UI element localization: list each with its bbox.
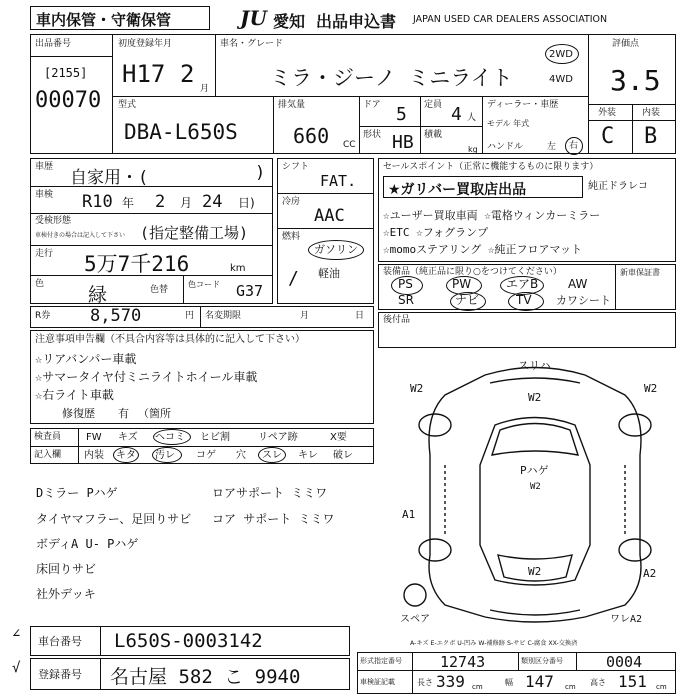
doors-value: 5 [396, 104, 407, 125]
sales-item-3: ☆momoステアリング ☆純正フロアマット [383, 243, 583, 256]
car-name: ミラ・ジーノ ミニライト [270, 66, 513, 90]
width-unit: cm [565, 683, 576, 691]
sales-item-1: ☆ユーザー買取車両 ☆電格ウィンカーミラー [383, 209, 601, 222]
sales-points-label: セールスポイント（正常に機能するものに限ります） [383, 162, 599, 172]
insp-repair: リペア跡 [258, 432, 298, 443]
history-close: ) [255, 163, 266, 183]
handle-left: 左 [547, 142, 557, 152]
dealer-label: ディーラー・車歴 [487, 100, 559, 110]
class-label: 類別区分番号 [521, 657, 563, 665]
mark-w2-front: W2 [528, 391, 542, 404]
inspection-era: R10 [82, 192, 113, 212]
mark-w2-rear: W2 [528, 565, 542, 578]
change-deadline-label: 名変期限 [205, 311, 242, 321]
ju-logo: JU [240, 6, 267, 30]
insp-sure: スレ [262, 450, 282, 461]
length-label: 長さ [417, 678, 433, 687]
handle-label: ハンドル [487, 142, 524, 152]
shift-value: FAT. [320, 172, 357, 190]
insp-x: X要 [330, 432, 347, 443]
fuel-label: 燃料 [282, 232, 301, 242]
insp-ana: 穴 [236, 450, 246, 461]
insp-fw: FW [86, 432, 102, 443]
equip-sr: SR [398, 293, 414, 307]
mark-w2-right: W2 [644, 382, 658, 395]
mark-roof-peel: Pハゲ [520, 464, 549, 477]
approval-label: 形式指定番号 [360, 657, 402, 665]
mark-w2-roof: W2 [530, 482, 541, 492]
inspector-label-1: 検査員 [34, 432, 62, 442]
capacity-label: 定員 [424, 100, 443, 110]
length-value: 339 [436, 672, 465, 691]
equip-navi: ナビ [455, 293, 480, 307]
equip-leather: カワシート [556, 294, 611, 307]
history-value: 自家用・( [70, 168, 149, 188]
chassis-value: L650S-0003142 [114, 630, 263, 652]
recycle-amount: 8,570 [90, 306, 142, 326]
score-label: 評価点 [612, 39, 640, 49]
width-label: 幅 [505, 678, 513, 687]
displacement-unit: CC [343, 140, 356, 150]
ac-label: 冷房 [282, 197, 301, 207]
sales-item-2: ☆ETC ☆フォグランプ [383, 226, 489, 239]
first-reg-month: 2 [180, 60, 195, 88]
notes-line-2: ☆サマータイヤ付ミニライトホイール車載 [35, 370, 258, 384]
model-value: DBA-L650S [124, 120, 238, 144]
equip-navi-circle [450, 292, 486, 311]
recycle-label: R券 [35, 311, 51, 321]
shape-label: 形状 [363, 130, 382, 140]
displacement-label: 排気量 [278, 100, 306, 110]
load-label: 積載 [424, 130, 443, 140]
receive-sub: 車検付きの場合は記入して下さい [35, 232, 126, 239]
exterior-value: C [601, 124, 615, 149]
color-value: 緑 [88, 284, 108, 306]
remark-2: タイヤマフラー、足回りサビ [36, 512, 192, 526]
exterior-label: 外装 [598, 108, 617, 118]
color-code-value: G37 [236, 282, 264, 300]
mileage-unit: km [230, 263, 246, 274]
mark-front-scuff: スリハ [518, 359, 551, 372]
remark-1: Dミラー Pハゲ [36, 486, 118, 500]
model-year-label: モデル 年式 [487, 119, 530, 128]
capacity-unit: 人 [467, 113, 477, 123]
insp-kizu: キズ [118, 432, 138, 443]
repair-value: 有 [118, 407, 129, 420]
insp-koge: コゲ [196, 450, 216, 461]
damage-legend: A-キズ E-エクボ U-凹み W-補修跡 S-サビ C-腐食 XX-交換済 [410, 640, 578, 647]
new-car-warranty-label: 新車保証書 [620, 268, 660, 277]
inspection-day: 24 [202, 192, 223, 212]
remark-4: 床回りサビ [36, 562, 97, 576]
inspection-year-unit: 年 [122, 196, 135, 210]
sales-handwritten-top: 純正ドラレコ [588, 181, 648, 192]
receive-value: (指定整備工場) [140, 224, 249, 242]
inspection-month-unit: 月 [180, 196, 193, 210]
insp-interior: 内装 [84, 450, 104, 461]
insp-hekomi: ヘコミ [155, 432, 185, 443]
insp-kitanai-circle [113, 447, 139, 463]
mark-a2: A2 [643, 567, 657, 580]
title-region: 愛知 [273, 12, 306, 31]
equip-pw: PW [452, 277, 472, 291]
notes-line-3: ☆右ライト車載 [35, 388, 114, 402]
remark-3: ボディA U- Pハゲ [36, 537, 139, 551]
displacement-value: 660 [293, 124, 330, 148]
registration-label: 登録番号 [38, 668, 82, 681]
inspection-label: 車検 [35, 190, 54, 200]
insp-yabure: 破レ [333, 450, 353, 461]
change-month-unit: 月 [300, 311, 310, 321]
insp-hekomi-circle [153, 429, 191, 445]
insp-hibiware: ヒビ割 [200, 432, 230, 443]
insp-sure-circle [258, 447, 286, 463]
notes-label: 注意事項申告欄（不具合内容等は具体的に記入して下さい） [35, 334, 305, 345]
mark-w2-left: W2 [410, 382, 424, 395]
cert-label: 車検証記載 [360, 678, 395, 686]
change-day-unit: 日 [355, 311, 365, 321]
chassis-label: 車台番号 [38, 635, 82, 648]
ac-value: AAC [314, 206, 345, 226]
doors-label: ドア [363, 100, 381, 110]
storage-label: 車内保管・守衛保管 [36, 11, 172, 29]
name-grade-label: 車名・グレード [220, 39, 284, 49]
equip-airbag: エアB [506, 277, 539, 291]
after-install-label: 後付品 [383, 315, 411, 325]
recycle-unit: 円 [185, 311, 195, 321]
score-value: 3.5 [610, 64, 661, 97]
class-value: 0004 [606, 653, 643, 671]
check-mark-1: ∠ [12, 626, 21, 642]
color-swap-label: 色替 [150, 285, 169, 295]
equipment-label: 装備品（純正品に限り○をつけてください） [383, 267, 562, 277]
lot-sub: [2155] [44, 66, 88, 80]
first-reg-year: H17 [122, 60, 166, 88]
first-reg-label: 初度登録年月 [118, 39, 173, 49]
length-unit: cm [472, 683, 483, 691]
first-reg-month-unit: 月 [200, 84, 210, 94]
height-unit: cm [656, 683, 667, 691]
fuel-diesel: 軽油 [318, 267, 340, 280]
remark-5: 社外デッキ [36, 587, 96, 601]
notes-line-1: ☆リアバンパー車載 [35, 352, 137, 366]
insp-kire: キレ [298, 450, 318, 461]
load-unit: kg [468, 145, 478, 154]
mark-a1: A1 [402, 508, 416, 521]
inspection-month: 2 [155, 192, 166, 212]
capacity-value: 4 [451, 104, 462, 125]
check-mark-2: √ [12, 660, 21, 676]
sales-banner: ★ガリバー買取店出品 [388, 182, 527, 198]
fuel-gas: ガソリン [314, 243, 358, 256]
height-label: 高さ [590, 678, 606, 687]
equip-tv: TV [516, 293, 532, 307]
insp-yogore-circle [152, 447, 182, 463]
interior-value: B [644, 124, 658, 149]
height-value: 151 [618, 672, 647, 691]
handle-right: 右 [569, 141, 579, 151]
color-label: 色 [35, 279, 45, 289]
mileage-value: 5万7千216 [84, 252, 190, 276]
inspection-day-unit: 日) [238, 196, 255, 210]
repair-label: 修復歴 [62, 407, 95, 420]
inspector-label-2: 記入欄 [34, 450, 62, 460]
registration-value: 名古屋 582 こ 9940 [110, 666, 301, 688]
mark-spare: スペア [400, 614, 430, 625]
drive-2wd: 2WD [549, 49, 573, 60]
equip-aw: AW [568, 277, 588, 291]
recycle-frame [30, 306, 374, 328]
color-code-label: 色コード [188, 280, 220, 289]
lot-label: 出品番号 [35, 39, 72, 49]
mileage-label: 走行 [35, 249, 54, 259]
receive-label: 受検形態 [35, 216, 72, 226]
form-title: 出品申込書 [316, 12, 397, 31]
insp-yogore: 汚レ [155, 450, 175, 461]
shape-value: HB [392, 132, 414, 153]
model-label: 型式 [118, 100, 137, 110]
history-label: 車歴 [35, 162, 54, 172]
equip-tv-circle [508, 292, 544, 311]
fuel-slash: / [288, 268, 299, 289]
insp-kitanai: キタ [116, 450, 136, 461]
interior-label: 内装 [642, 108, 661, 118]
width-value: 147 [525, 672, 554, 691]
equip-ps: PS [398, 277, 413, 291]
mark-rear-crack: ワレA2 [610, 614, 643, 625]
remark-6: ロアサポート ミミワ [212, 486, 328, 500]
drive-4wd: 4WD [549, 74, 573, 85]
association-title: JAPAN USED CAR DEALERS ASSOCIATION [413, 14, 608, 25]
approval-value: 12743 [440, 653, 486, 671]
lot-number: 00070 [35, 88, 102, 113]
shift-label: シフト [282, 162, 310, 172]
repair-suffix: （箇所 [138, 407, 171, 420]
equip-ps-circle [391, 276, 423, 295]
remark-7: コア サポート ミミワ [212, 512, 335, 526]
after-install-frame [378, 312, 676, 348]
